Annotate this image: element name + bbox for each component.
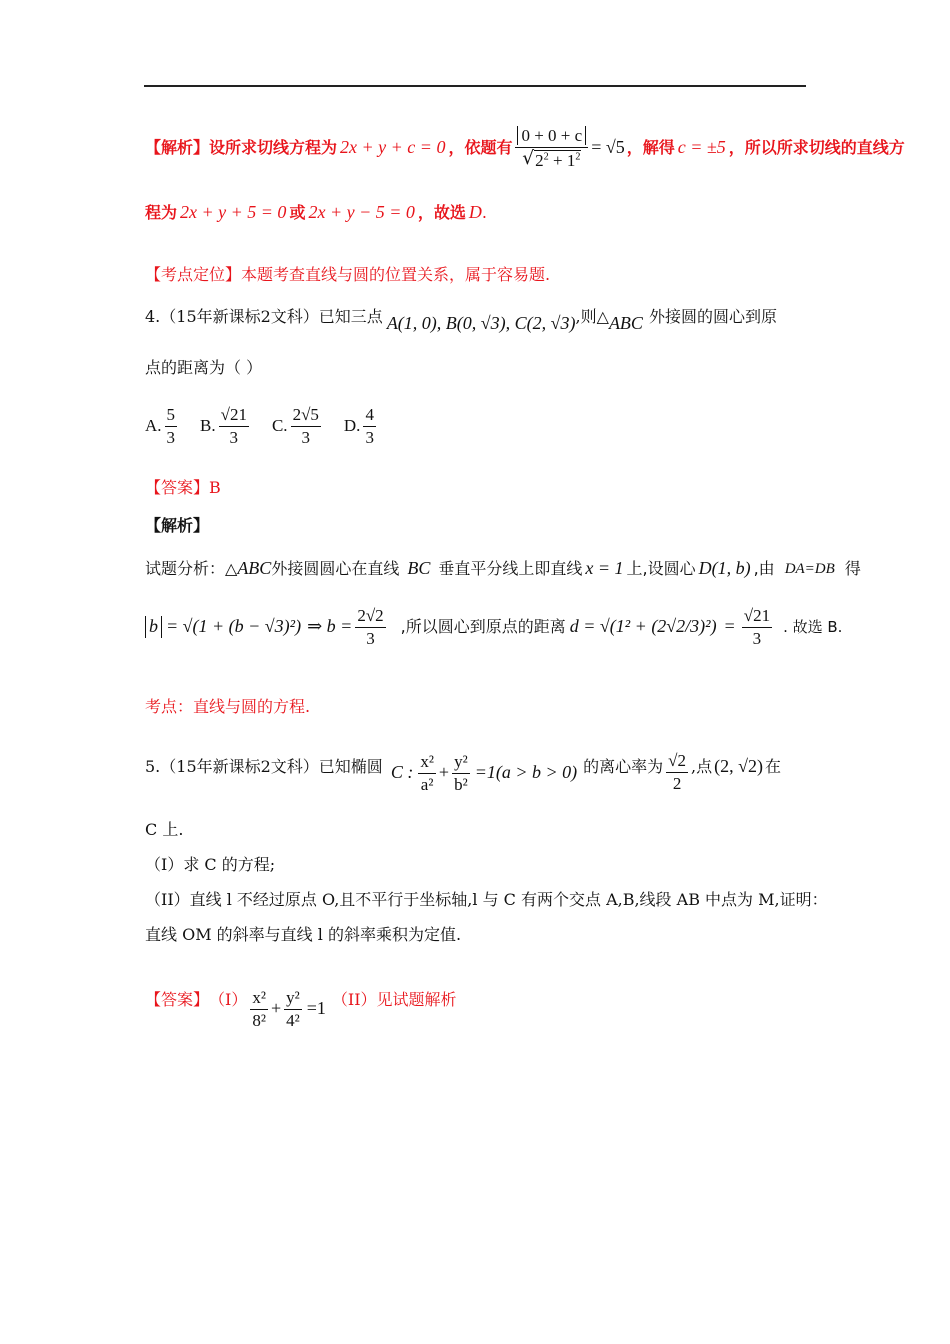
- q4-option-c[interactable]: C. $\frac{2√5}{3}$: [271, 405, 319, 447]
- b-equation: = √(1 + (b − √3)²): [166, 616, 302, 637]
- q4-mid: ,则△: [575, 307, 609, 327]
- analysis-prev-line1: [145, 126, 905, 170]
- result-num: √21: [742, 606, 772, 628]
- answer-tag: 【答案】: [145, 478, 210, 497]
- header-rule: [144, 85, 806, 87]
- da-eq-db: DA=DB: [784, 560, 835, 577]
- q5-part3: 直线 OM 的斜率与直线 l 的斜率乘积为定值.: [145, 925, 462, 944]
- q4-option-b[interactable]: B. $\frac{√21}{3}$: [200, 405, 247, 447]
- q4-options: [145, 405, 379, 447]
- ellipse-label: C :: [390, 762, 414, 783]
- q4-analysis-line2: b = √(1 + (b − √3)²) ⇒ b = $\frac{2√2}{3}$ ,所以圆心到原点的距离 d = √(1² + (2√2/3)²) = $\frac{√21}{3}$ . 故选 B.: [145, 606, 842, 648]
- line-x1: x = 1: [585, 558, 624, 578]
- q4-stem-line1: [145, 299, 777, 335]
- q4-triangle: ABC: [608, 313, 643, 333]
- abs-expression: 0 + 0 + c: [517, 126, 586, 145]
- q5-part2: （II）直线 l 不经过原点 O,且不平行于坐标轴,l 与 C 有两个交点 A,B,线段 AB 中点为 M,证明：: [145, 890, 828, 909]
- q4-option-a[interactable]: A. $\frac{5}{3}$: [145, 405, 176, 447]
- equals-sqrt5: = √5: [591, 137, 625, 158]
- c-value: c = ±5: [677, 137, 726, 158]
- sqrt-rest: + 1: [548, 150, 576, 170]
- q5-stem-line1: 5.（15年新课标2文科）已知椭圆 C : $\frac{\text{x²}}{\text{a²}}$ + $\frac{\text{y²}}{\text{b²}}$ =1(a > b > 0) 的离心率为 $\frac{√2}{2}$ ,点 (2, √2) 在: [145, 751, 781, 794]
- distance-fraction: 0 + 0 + c √ $2^2 + 1^2$: [515, 126, 588, 170]
- ellipse-condition: =1(a > b > 0): [474, 762, 578, 783]
- eccentricity-num: √2: [666, 751, 688, 773]
- analysis-text: ，所以所求切线的直线方: [728, 138, 905, 158]
- analysis-tag: 【解析】: [145, 138, 210, 158]
- q4-suffix: 外接圆的圆心到原: [648, 307, 777, 327]
- analysis-text: 程为: [145, 203, 178, 223]
- analysis-prev-line2: 程为 2x + y + 5 = 0 或 2x + y − 5 = 0 ，故选 D .: [145, 202, 487, 223]
- distance-d: d = √(1² + (2√2/3)²): [569, 616, 717, 637]
- triangle-abc: ABC: [237, 558, 272, 578]
- answer-value: B: [209, 478, 221, 497]
- q4-kaodian: 考点：直线与圆的方程.: [145, 697, 311, 716]
- line-equation-1: 2x + y + 5 = 0: [180, 202, 287, 222]
- q4-analysis-tag: 【解析】: [145, 516, 210, 535]
- q5-prefix: 5.（15年新课标2文科）已知椭圆: [145, 757, 383, 777]
- result-den: 3: [752, 628, 762, 648]
- b-frac-den: 3: [366, 628, 375, 648]
- q4-option-d[interactable]: D. $\frac{4}{3}$: [343, 405, 374, 447]
- b-frac-num: 2√2: [355, 606, 385, 628]
- q5-answer: 【答案】 （I） $\frac{\text{x²}}{\text{8²}}$ + $\frac{\text{y²}}{\text{4²}}$ =1 （II）见试题解析: [145, 988, 457, 1030]
- q4-answer: [145, 478, 221, 497]
- q4-points: A(1, 0), B(0, √3), C(2, √3): [386, 313, 576, 333]
- analysis-text: 设所求切线方程为: [209, 138, 338, 158]
- analysis-text: ，依题有: [448, 138, 513, 158]
- abs-b: b: [145, 616, 162, 638]
- choice-letter: D: [468, 202, 482, 222]
- q5-stem-line2: C 上.: [145, 820, 184, 839]
- q5-part1: （I）求 C 的方程;: [145, 855, 276, 874]
- q4-stem-line2: 点的距离为（ ）: [145, 358, 263, 377]
- segment-bc: BC: [407, 558, 431, 578]
- answer-tag: 【答案】: [145, 990, 210, 1010]
- analysis-text: ，故选: [417, 203, 466, 223]
- point-on-ellipse: (2, √2): [714, 756, 763, 777]
- kaodian-prev: [145, 265, 550, 284]
- sqrt-base: 2: [535, 150, 544, 170]
- analysis-text: ，解得: [626, 138, 675, 158]
- q4-prefix: 4.（15年新课标2文科）已知三点: [145, 307, 383, 327]
- eccentricity-den: 2: [672, 773, 682, 793]
- tangent-equation: 2x + y + c = 0: [340, 137, 446, 158]
- sqrt-exp: 2: [543, 150, 549, 162]
- kaodian-text: 本题考查直线与圆的位置关系，属于容易题.: [241, 265, 551, 284]
- line-equation-2: 2x + y − 5 = 0: [308, 202, 415, 222]
- center-d: D(1, b): [698, 558, 751, 578]
- q4-analysis-line1: 试题分析：△ ABC 外接圆圆心在直线 BC 垂直平分线上即直线 x = 1 上,设圆心 D(1, b) ,由 DA=DB 得: [145, 558, 861, 579]
- analysis-text: 或: [289, 203, 306, 223]
- implies-b: ⇒ b =: [307, 616, 353, 637]
- kaodian-tag: 【考点定位】: [145, 265, 242, 284]
